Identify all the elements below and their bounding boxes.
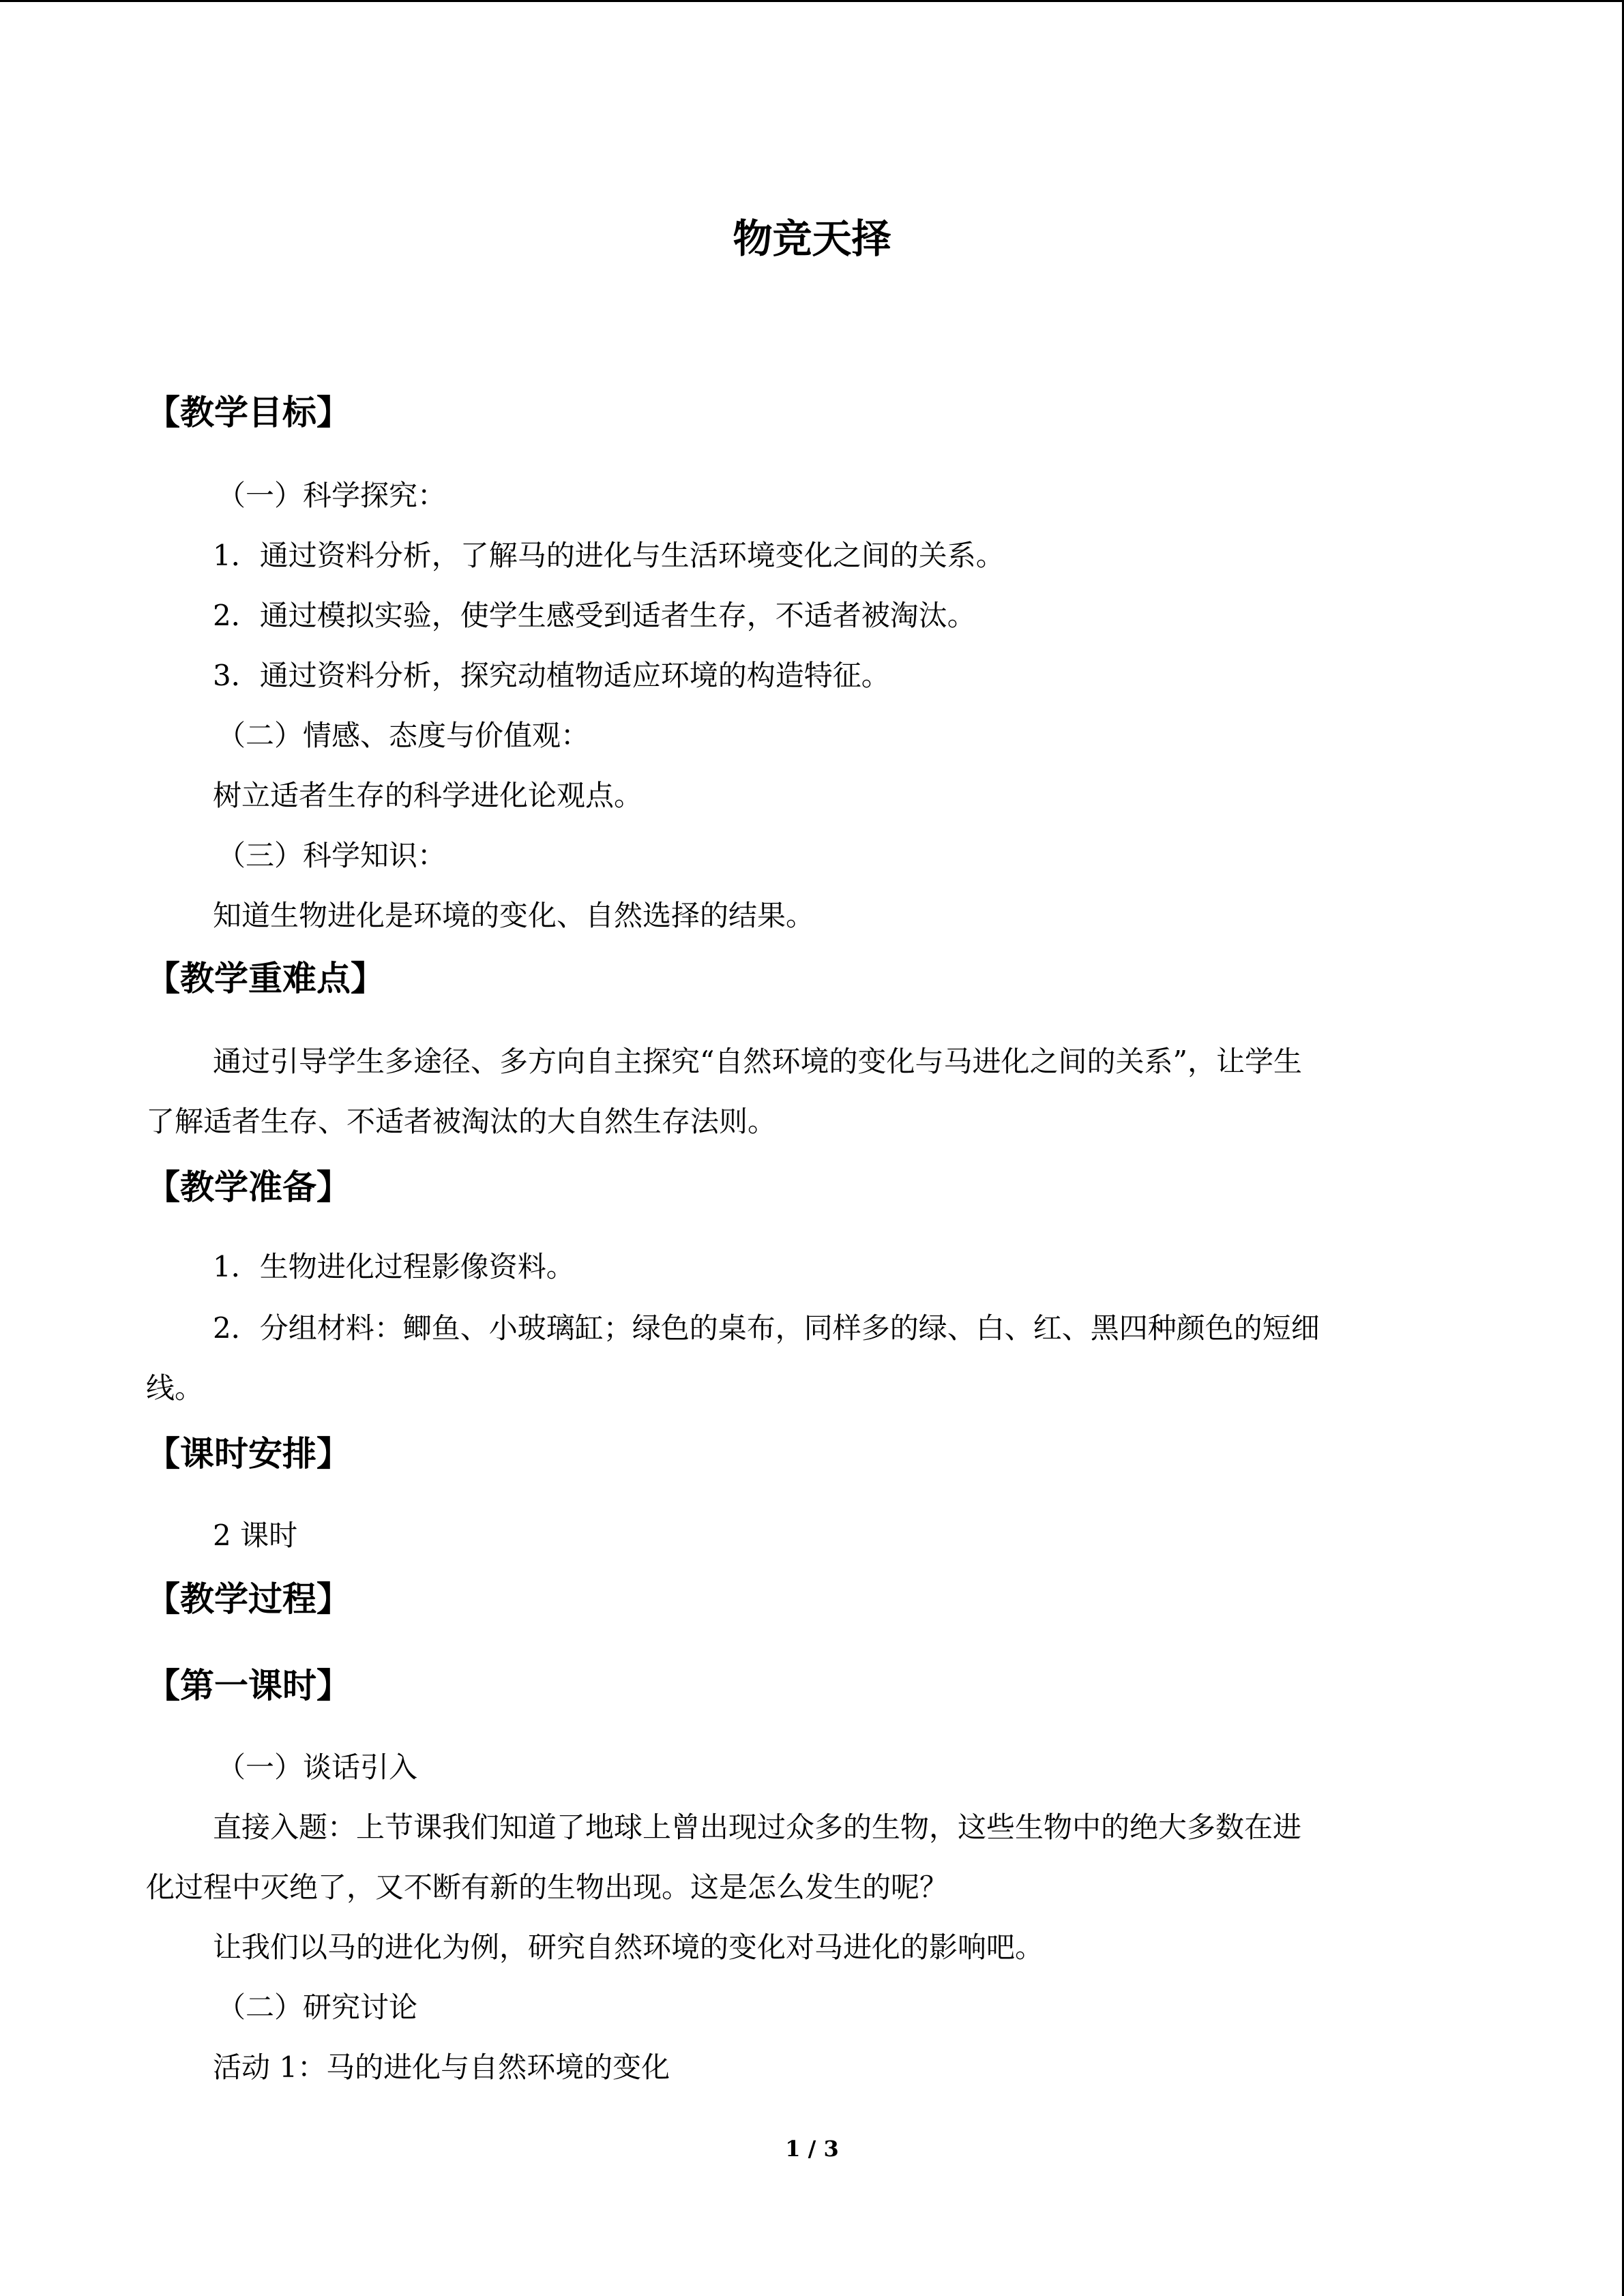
key-points-line: 了解适者生存、不适者被淘汰的大自然生存法则。 bbox=[146, 1105, 777, 1138]
preparation-line: 1．生物进化过程影像资料。 bbox=[213, 1250, 575, 1283]
page-number: 1 / 3 bbox=[785, 2136, 839, 2162]
first-lesson-line: 直接入题：上节课我们知道了地球上曾出现过众多的生物，这些生物中的绝大多数在进 bbox=[213, 1810, 1302, 1844]
heading-process: 【教学过程】 bbox=[146, 1579, 351, 1619]
preparation-line: 2．分组材料：鲫鱼、小玻璃缸；绿色的桌布，同样多的绿、白、红、黑四种颜色的短细 bbox=[213, 1311, 1320, 1345]
objectives-line: 3．通过资料分析，探究动植物适应环境的构造特征。 bbox=[213, 659, 890, 692]
first-lesson-line: 活动 1：马的进化与自然环境的变化 bbox=[213, 2051, 670, 2084]
objectives-line: 知道生物进化是环境的变化、自然选择的结果。 bbox=[213, 899, 815, 932]
first-lesson-line: （二）研究讨论 bbox=[217, 1991, 418, 2024]
heading-first-lesson: 【第一课时】 bbox=[146, 1666, 351, 1705]
objectives-line: （一）科学探究： bbox=[217, 479, 447, 512]
heading-key-points: 【教学重难点】 bbox=[146, 959, 385, 998]
objectives-line: （三）科学知识： bbox=[217, 839, 447, 872]
objectives-line: 1．通过资料分析，了解马的进化与生活环境变化之间的关系。 bbox=[213, 539, 1005, 572]
key-points-line: 通过引导学生多途径、多方向自主探究“自然环境的变化与马进化之间的关系”，让学生 bbox=[213, 1045, 1302, 1078]
objectives-line: 树立适者生存的科学进化论观点。 bbox=[213, 779, 643, 812]
document-title: 物竞天择 bbox=[733, 215, 891, 262]
first-lesson-line: 化过程中灭绝了，又不断有新的生物出现。这是怎么发生的呢？ bbox=[146, 1870, 949, 1904]
first-lesson-line: 让我们以马的进化为例，研究自然环境的变化对马进化的影响吧。 bbox=[213, 1930, 1044, 1964]
objectives-line: 2．通过模拟实验，使学生感受到适者生存，不适者被淘汰。 bbox=[213, 599, 976, 632]
heading-preparation: 【教学准备】 bbox=[146, 1167, 351, 1207]
heading-objectives: 【教学目标】 bbox=[146, 393, 351, 432]
schedule-line: 2 课时 bbox=[213, 1519, 298, 1552]
first-lesson-line: （一）谈话引入 bbox=[217, 1750, 418, 1784]
preparation-line: 线。 bbox=[146, 1371, 204, 1405]
objectives-line: （二）情感、态度与价值观： bbox=[217, 719, 590, 752]
heading-schedule: 【课时安排】 bbox=[146, 1434, 351, 1474]
